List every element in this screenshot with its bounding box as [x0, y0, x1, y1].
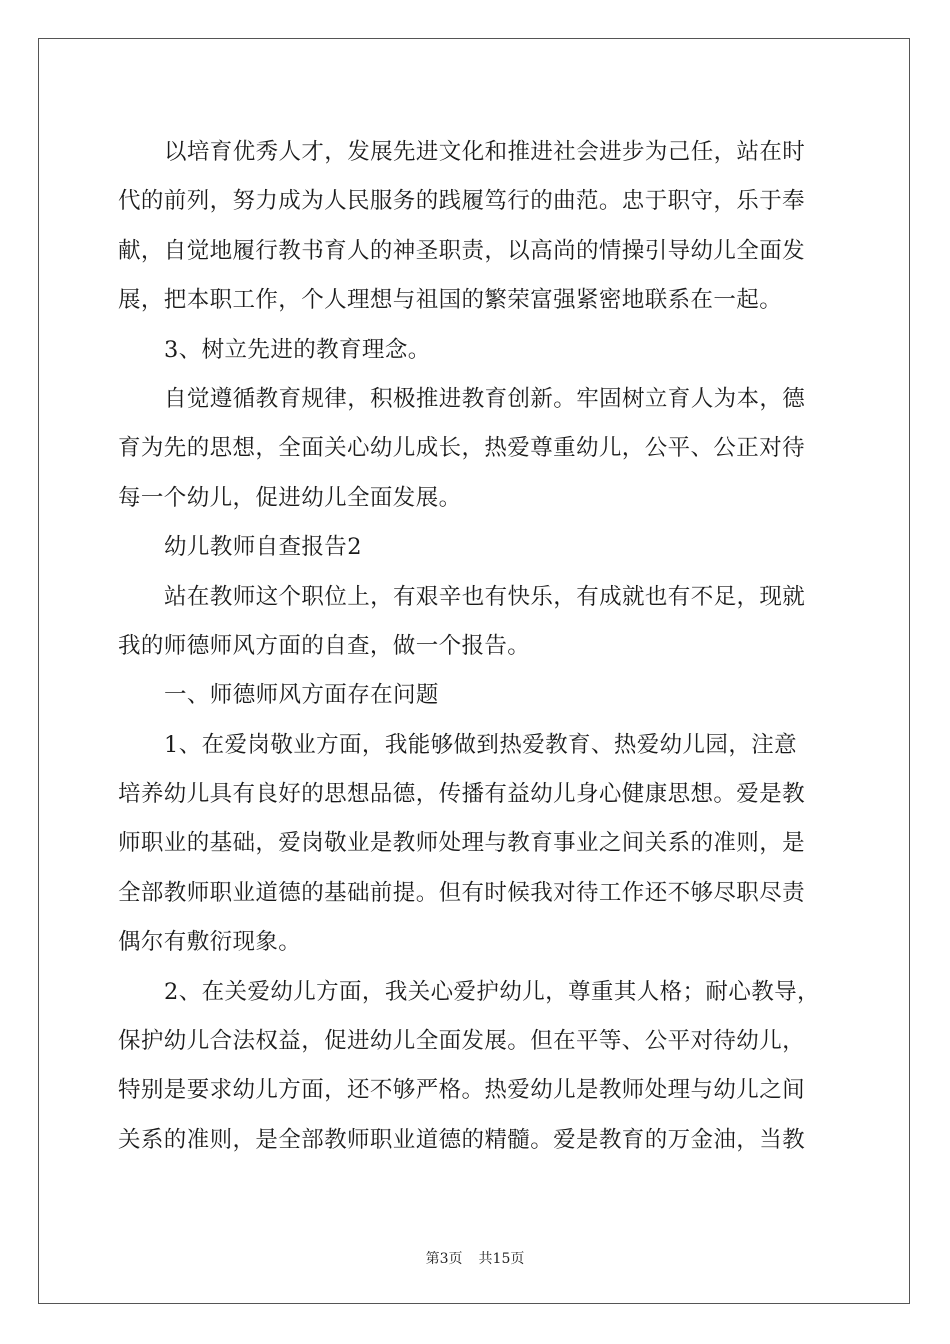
document-body: [118, 128, 834, 1165]
text-line: 站在教师这个职位上，有艰辛也有快乐，有成就也有不足，现就: [164, 583, 806, 610]
text-line: 献，自觉地履行教书育人的神圣职责，以高尚的情操引导幼儿全面发: [118, 237, 806, 264]
report-title: 幼儿教师自查报告2: [164, 534, 362, 561]
text-line: 培养幼儿具有良好的思想品德，传播有益幼儿身心健康思想。爱是教: [118, 781, 806, 808]
text-line: 我的师德师风方面的自查，做一个报告。: [118, 632, 531, 659]
page-total: 共15页: [478, 1251, 525, 1267]
text-line: 2、在关爱幼儿方面，我关心爱护幼儿，尊重其人格；耐心教导，: [164, 978, 820, 1005]
text-line: 每一个幼儿，促进幼儿全面发展。: [118, 484, 462, 511]
text-line: 特别是要求幼儿方面，还不够严格。热爱幼儿是教师处理与幼儿之间: [118, 1077, 806, 1104]
text-line: 以培育优秀人才，发展先进文化和推进社会进步为己任，站在时: [164, 139, 806, 165]
section-heading: 一、师德师风方面存在问题: [164, 682, 439, 709]
text-line: 保护幼儿合法权益，促进幼儿全面发展。但在平等、公平对待幼儿，: [118, 1028, 806, 1055]
page-number: 第3页: [425, 1251, 463, 1267]
page-footer: [0, 1248, 950, 1268]
section-heading: 3、树立先进的教育理念。: [164, 336, 431, 363]
text-line: 偶尔有敷衍现象。: [118, 929, 302, 956]
text-line: 关系的准则，是全部教师职业道德的精髓。爱是教育的万金油，当教: [118, 1126, 806, 1153]
text-line: 师职业的基础，爱岗敬业是教师处理与教育事业之间关系的准则，是: [118, 830, 806, 857]
text-line: 育为先的思想，全面关心幼儿成长，热爱尊重幼儿，公平、公正对待: [118, 435, 806, 462]
text-line: 全部教师职业道德的基础前提。但有时候我对待工作还不够尽职尽责: [118, 879, 806, 906]
text-line: 1、在爱岗敬业方面，我能够做到热爱教育、热爱幼儿园，注意: [164, 731, 798, 758]
text-line: 代的前列，努力成为人民服务的践履笃行的曲范。忠于职守，乐于奉: [118, 188, 806, 215]
text-line: 自觉遵循教育规律，积极推进教育创新。牢固树立育人为本，德: [164, 385, 806, 412]
text-line: 展，把本职工作，个人理想与祖国的繁荣富强紧密地联系在一起。: [118, 287, 783, 314]
